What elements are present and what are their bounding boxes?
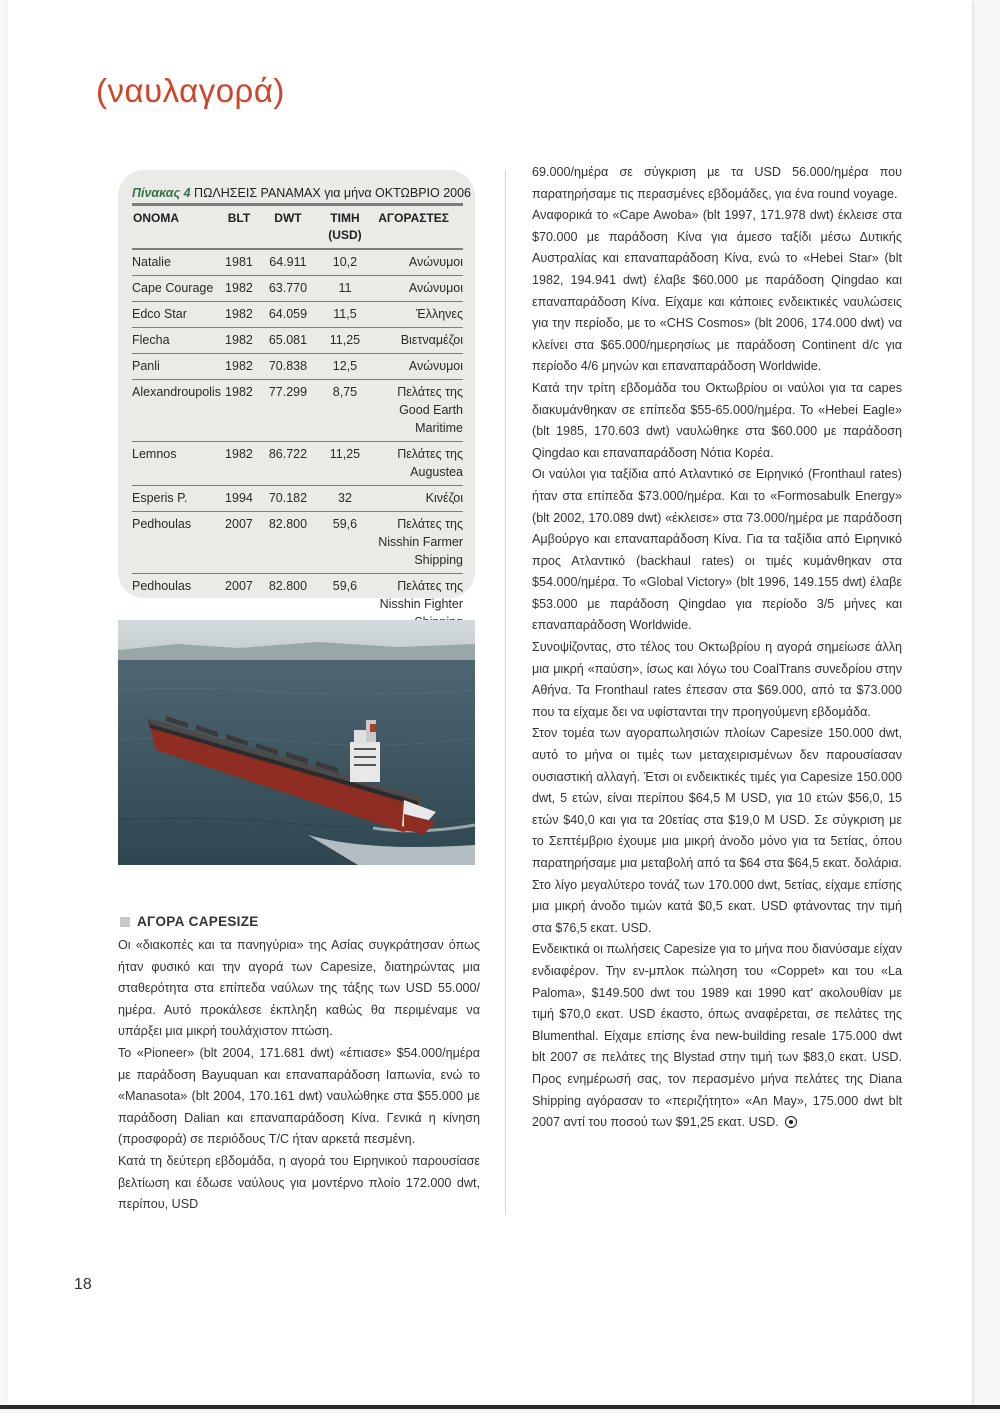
buyer-cell: Πελάτες της Nisshin Farmer Shipping [371,512,463,574]
square-bullet-icon [120,917,130,927]
caption-rule [132,203,463,206]
buyer-cell: Κινέζοι [371,486,463,512]
buyer-cell: Βιετναμέζοι [371,328,463,354]
header-buyers: ΑΓΟΡΑΣΤΕΣ [371,208,463,249]
table-row [132,512,463,574]
table-row [132,276,463,302]
price-cell: 10,2 [319,249,371,276]
price-cell: 8,75 [319,380,371,442]
right-column-text [532,162,902,1134]
dwt-cell: 86.722 [257,442,319,486]
table-caption-text: ΠΩΛΗΣΕΙΣ PANAMAX για μήνα ΟΚΤΩΒΡΙΟ 2006 [190,186,472,200]
ship-name-cell: Esperis P. [132,486,221,512]
built-year-cell: 2007 [221,512,257,574]
dwt-cell: 77.299 [257,380,319,442]
bottom-rule [0,1405,1000,1409]
price-cell: 59,6 [332,579,358,593]
ship-name-cell: Panli [132,354,221,380]
capesize-subheading [120,914,259,929]
ship-name-cell: Natalie [132,249,221,276]
subheading-text: ΑΓΟΡΑ CAPESIZE [137,914,259,929]
panamax-sales-table [132,208,463,635]
dwt-cell: 64.059 [257,302,319,328]
ship-name-cell: Edco Star [132,302,221,328]
right-paragraph: Οι ναύλοι για ταξίδια από Ατλαντικό σε Ειρηνικό (Fronthaul rates) ήταν στα επίπεδα $73.000/ημέρα. Και το «Formosabulk Energy» (blt 2002, 170.089 dwt) «έκλεισε» στα 73.000/ημέρα με παράδοση Αμβούργο και επαναπαράδοση Κίνα. Για τα ταξίδια από Ειρηνικό προς Ατλαντικό (backhaul rates) οι τιμές κυμάνθηκαν στα $54.000/ημέρα. Το «Global Victory» (blt 1996, 149.155 dwt) έλαβε $53.000 με παράδοση Qingdao για περίοδο 3/5 μήνες και επαναπαράδοση Worldwide. [532,467,902,633]
built-year-cell: 1982 [221,380,257,442]
built-year-cell: 1994 [221,486,257,512]
table-row [132,249,463,276]
price-cell: 12,5 [319,354,371,380]
left-paragraph: Το «Pioneer» (blt 2004, 171.681 dwt) «έπιασε» $54.000/ημέρα με παράδοση Bayuquan και επαναπαράδοση Ιαπωνία, ενώ το «Manasota» (blt 2004, 170.161 dwt) ναυλώθηκε στα $55.000 με παράδοση Dalian και επαναπαράδοση Κίνα. Γενικά η κίνηση (προσφορά) σε περιόδους T/C ήταν αρκετά πεσμένη. [118,1045,480,1147]
table-row [132,380,463,442]
table-row [132,442,463,486]
ship-name-cell: Lemnos [132,442,221,486]
dwt-cell: 70.182 [257,486,319,512]
section-title: (ναυλαγορά) [96,72,285,109]
ship-name-cell: Pedhoulas [132,579,192,593]
right-paragraph-last [532,939,902,1133]
price-cell: 59,6 [319,512,371,574]
ship-name-cell: Cape Courage [132,276,221,302]
price-cell: 11 [319,276,371,302]
end-of-article-icon [785,1116,797,1128]
dwt-cell: 70.838 [257,354,319,380]
built-year-cell: 1982 [221,328,257,354]
built-year-cell: 1982 [221,442,257,486]
left-paragraph: Οι «διακοπές και τα πανηγύρια» της Ασίας συγκράτησαν όπως ήταν φυσικό και την αγορά των Capesize, διατηρώντας μια σταθερότητα στα επίπεδα ναύλων της τάξης των USD 55.000/ημέρα. Αυτό προκάλεσε έκπληξη καθώς θα περιμέναμε να υπάρξει μια μικρή τουλάχιστον πτώση. [118,938,480,1039]
header-name: ΟΝΟΜΑ [132,208,221,249]
right-paragraph: Αναφορικά το «Cape Awoba» (blt 1997, 171.978 dwt) έκλεισε στα $70.000 με παράδοση Κίνα για άμεσο ταξίδι μέσω Δυτικής Αυστραλίας και επαναπαράδοση Κίνα, ενώ το «Hebei Star» (blt 1982, 194.941 dwt) έλαβε $60.000 με παράδοση Qingdao και επαναπαράδοση Κίνα. Είχαμε και κάποιες ενδεικτικές ναυλώσεις για την περίοδο, με το «CHS Cosmos» (blt 2006, 174.000 dwt) να κλείνει στα $65.000/ημερησίως με παράδοση Continent d/c για περίοδο 4/6 μηνών και επαναπαράδοση Worldwide. [532,208,902,374]
left-column-text [118,935,480,1216]
ship-name-cell: Pedhoulas [132,512,221,574]
magazine-page [8,0,972,1406]
table-row [132,354,463,380]
table-header-row [132,208,463,249]
ship-name-cell: Alexandroupolis [132,380,221,442]
right-paragraph: 69.000/ημέρα σε σύγκριση με τα USD 56.000/ημέρα που παρατηρήσαμε τις περασμένες εβδομάδες, για ένα round voyage. [532,165,902,201]
bulk-carrier-image [118,620,475,865]
price-cell: 32 [319,486,371,512]
table-row [132,302,463,328]
right-paragraph-text: Ενδεικτικά οι πωλήσεις Capesize για το μήνα που διανύσαμε είχαν ενδιαφέρον. Την εν-μπλοκ πώληση του «Coppet» και του «La Paloma», $149.500 dwt του 1989 και 1990 κατ' ακολουθίαν με τιμή $70,0 εκατ. USD έκαστο, όπως αναφέρεται, σε πελάτες της Blumenthal. Είχαμε επίσης ένα new-building resale 175.000 dwt blt 2007 σε πελάτες της Blystad στην τιμή των $83,0 εκατ. USD. Προς ενημέρωσή σας, τον περασμένο μήνα πελάτες της Diana Shipping αγόρασαν το «περιζήτητο» «An May», 175.000 dwt blt 2007 αντί του ποσού των $91,25 εκατ. USD. [532,942,902,1130]
built-year-cell: 1981 [221,249,257,276]
panamax-sales-table-card [118,170,475,611]
buyer-cell: Πελάτες της Nisshin Fighter [379,579,463,611]
buyer-cell: Έλληνες [371,302,463,328]
ship-photo [118,620,475,865]
price-cell: 11,5 [319,302,371,328]
dwt-cell: 82.800 [268,579,308,593]
right-paragraph: Κατά την τρίτη εβδομάδα του Οκτωβρίου οι ναύλοι για τα capes διακυμάνθηκαν σε επίπεδα $55-65.000/ημέρα. Το «Hebei Eagle» (blt 1985, 170.603 dwt) ναυλώθηκε στα $60.000 με παράδοση Qingdao και επαναπαράδοση Νότια Κορέα. [532,380,902,460]
built-year-cell: 1982 [221,302,257,328]
ship-name-cell: Flecha [132,328,221,354]
buyer-cell: Ανώνυμοι [371,354,463,380]
price-cell: 11,25 [319,442,371,486]
header-price: ΤΙΜΗ (USD) [319,208,371,249]
header-blt: BLT [221,208,257,249]
table-row [132,328,463,354]
table-row [132,486,463,512]
table-caption [132,186,471,200]
built-year-cell: 2007 [225,579,253,593]
page-number: 18 [74,1276,92,1293]
buyer-cell: Ανώνυμοι [371,276,463,302]
dwt-cell: 65.081 [257,328,319,354]
left-paragraph: Κατά τη δεύτερη εβδομάδα, η αγορά του Ειρηνικού παρουσίασε βελτίωση και έδωσε ναύλους για μοντέρνο πλοίο 172.000 dwt, περίπου, USD [118,1153,480,1212]
dwt-cell: 64.911 [257,249,319,276]
table-body [132,249,463,635]
column-divider [505,170,506,1215]
dwt-cell: 63.770 [257,276,319,302]
price-cell: 11,25 [319,328,371,354]
buyer-cell: Πελάτες της Good Earth Maritime [371,380,463,442]
dwt-cell: 82.800 [257,512,319,574]
header-dwt: DWT [257,208,319,249]
buyer-cell: Ανώνυμοι [371,249,463,276]
right-paragraph: Στον τομέα των αγοραπωλησιών πλοίων Capesize 150.000 dwt, αυτό το μήνα οι τιμές των μεταχειρισμένων δεν παρουσίασαν ουσιαστική αλλαγή. Έτσι οι ενδεικτικές τιμές για Capesize 150.000 dwt, 5 ετών, είναι περίπου $64,5 M USD, για 10 ετών $56,0, 15 ετών $40,0 και για τα 20ετίας στα $19,0 M USD. Σε σύγκριση με το Σεπτέμβριο έχουμε μια μικρή άνοδο μόνο για τα 5ετίας, όπου παρατηρήσαμε μια μεταβολή από τα $64 στα $64,5 εκατ. δολάρια. Στο λίγο μεγαλύτερο τονάζ των 170.000 dwt, 5ετίας, είχαμε επίσης μια μικρή άνοδο τιμών κατά $0,5 εκατ. USD φτάνοντας την τιμή στα $76,5 εκατ. USD. [532,726,902,935]
buyer-cell: Πελάτες της Augustea [371,442,463,486]
right-paragraph: Συνοψίζοντας, στο τέλος του Οκτωβρίου η αγορά σημείωσε άλλη μια μικρή «παύση», ίσως και λόγω του CoalTrans συνεδρίου στην Αθήνα. Τα Fronthaul rates έπεσαν στα $69.000, από τα $73.000 που τα είχαμε δει να υφίστανται την προηγούμενη εβδομάδα. [532,640,902,719]
table-caption-label: Πίνακας 4 [132,186,191,200]
built-year-cell: 1982 [221,354,257,380]
built-year-cell: 1982 [221,276,257,302]
